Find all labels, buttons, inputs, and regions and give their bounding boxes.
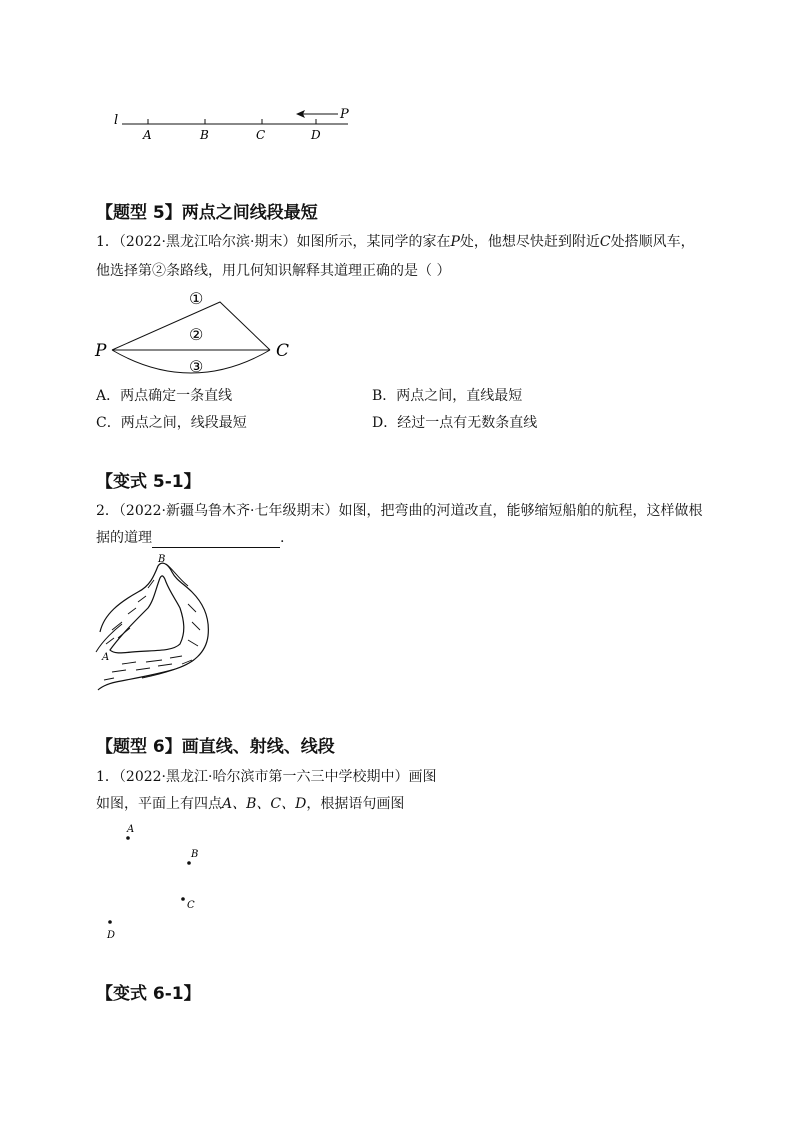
v51-number: 2．	[96, 503, 119, 519]
route-1-label: ①	[189, 289, 204, 308]
point-p-label: P	[95, 341, 107, 361]
q1-text-b: 处，他想尽快赶到附近	[459, 234, 600, 250]
point-a-label: A	[127, 824, 135, 835]
q1-source: （2022·黑龙江哈尔滨·期末）	[118, 234, 297, 250]
point-a	[126, 836, 130, 840]
point-c-label: C	[187, 900, 195, 911]
p-label: P	[340, 107, 349, 122]
point-label-a: A	[143, 128, 152, 142]
v51-text: 如图，把弯曲的河道改直，能够缩短船舶的航程，这样做根	[338, 503, 703, 519]
river-outer-bank	[98, 563, 208, 690]
section6-q1-line1	[96, 767, 436, 787]
option-a: A．两点确定一条直线	[96, 388, 233, 404]
q1-var-c: C	[599, 234, 611, 250]
point-d	[108, 920, 112, 924]
v51-line2: 据的道理	[96, 530, 152, 546]
line-figure	[108, 100, 368, 150]
point-c	[181, 897, 185, 901]
s6-points: A、B、C、D	[222, 796, 307, 812]
point-c-label: C	[276, 341, 290, 361]
section5-heading: 【题型 5】两点之间线段最短	[96, 203, 318, 223]
option-d: D．经过一点有无数条直线	[372, 415, 538, 431]
q1-text-c: 处搭顺风车，	[610, 234, 695, 250]
v51-end: .	[280, 530, 285, 546]
river-figure	[92, 552, 217, 692]
line-label: l	[114, 113, 119, 128]
option-b: B．两点之间，直线最短	[372, 388, 523, 404]
point-b	[187, 861, 191, 865]
s6-text: 画图	[408, 769, 437, 785]
variant51-heading: 【变式 5-1】	[96, 472, 201, 492]
s6-number: 1．	[96, 769, 119, 785]
route-figure	[92, 284, 302, 382]
s6-source: （2022·黑龙江·哈尔滨市第一六三中学校期中）	[118, 769, 409, 785]
variant61-heading: 【变式 6-1】	[96, 984, 201, 1004]
point-label-b: B	[200, 128, 209, 142]
point-label-d: D	[311, 128, 321, 142]
q1-var-p: P	[450, 234, 460, 250]
section5-q1-line2: 他选择第②条路线，用几何知识解释其道理正确的是（ ）	[96, 263, 451, 279]
variant51-q-line1	[96, 501, 702, 521]
section6-q1-line2	[96, 794, 404, 814]
four-points-figure	[100, 820, 220, 944]
s6-line2-b: ，根据语句画图	[306, 796, 405, 812]
point-b-label: B	[191, 849, 199, 860]
river-point-a: A	[102, 652, 110, 663]
route-3-label: ③	[189, 357, 204, 376]
answer-blank[interactable]	[152, 533, 280, 548]
point-d-label: D	[107, 930, 116, 941]
section6-heading: 【题型 6】画直线、射线、线段	[96, 737, 335, 757]
variant51-q-line2	[96, 528, 284, 548]
river-inner-bank	[110, 576, 184, 653]
s6-line2-a: 如图，平面上有四点	[96, 796, 222, 812]
section5-q1-line1	[96, 232, 695, 252]
river-point-b: B	[158, 554, 166, 565]
route-2-label: ②	[189, 325, 204, 344]
point-label-c: C	[256, 128, 266, 142]
option-c: C．两点之间，线段最短	[96, 415, 247, 431]
q1-number: 1．	[96, 234, 119, 250]
q1-text-a: 如图所示，某同学的家在	[296, 234, 451, 250]
v51-source: （2022·新疆乌鲁木齐·七年级期末）	[118, 503, 339, 519]
